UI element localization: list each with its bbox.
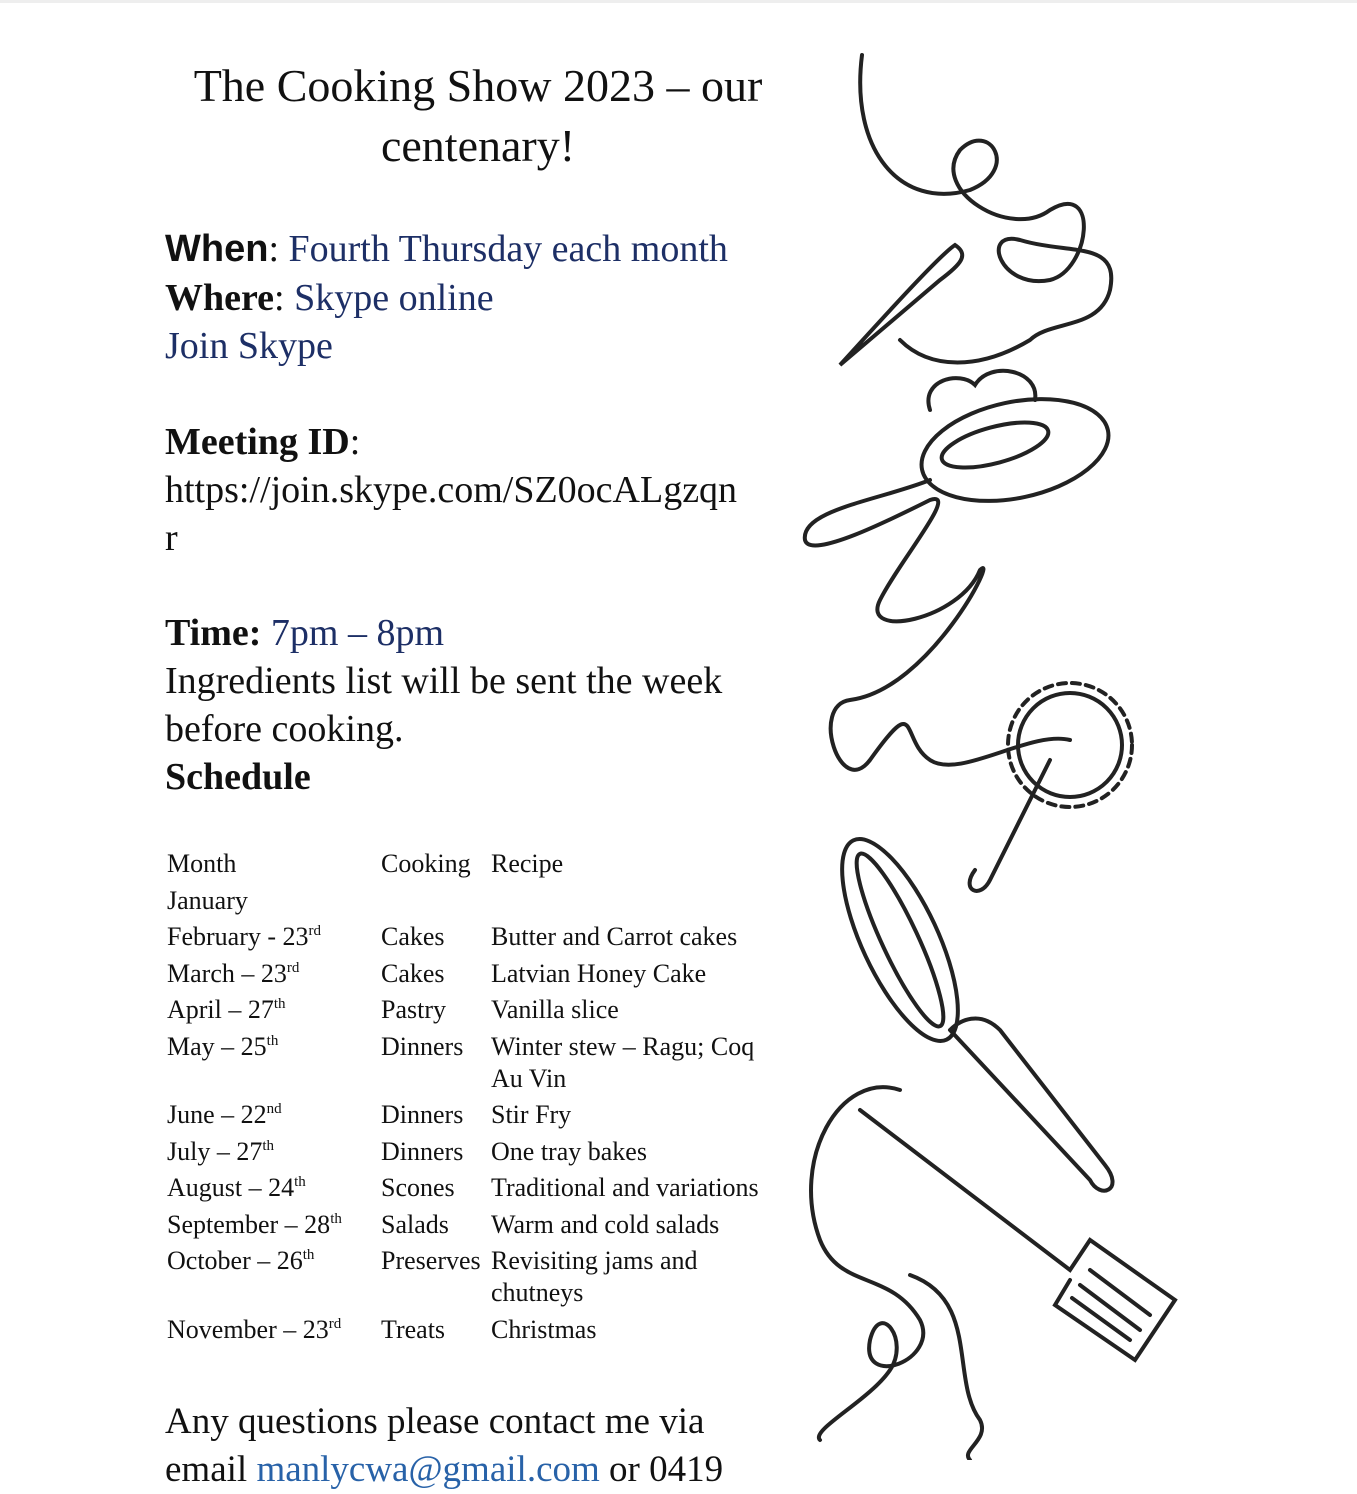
where-line: Where: Skype online bbox=[165, 277, 494, 319]
ordinal-suffix: rd bbox=[286, 959, 300, 976]
month-text: January bbox=[167, 885, 248, 915]
table-row bbox=[164, 1099, 781, 1136]
cell-month bbox=[164, 958, 378, 995]
table-row bbox=[164, 1031, 781, 1100]
title-line-1: The Cooking Show 2023 – our bbox=[193, 60, 763, 111]
contact-prefix: email bbox=[165, 1449, 257, 1490]
month-text: November – 23 bbox=[167, 1314, 329, 1344]
table-header-row bbox=[164, 848, 781, 885]
contact-suffix: or 0419 bbox=[599, 1449, 724, 1490]
doodle-cloud-icon bbox=[928, 371, 1035, 410]
top-border bbox=[0, 0, 1357, 3]
kitchen-utensils-illustration bbox=[780, 40, 1200, 1460]
time-value: 7pm – 8pm bbox=[270, 612, 445, 654]
cell-recipe: Stir Fry bbox=[491, 1100, 572, 1129]
cell-cooking: Treats bbox=[381, 1314, 446, 1344]
doodle-pizza-cutter-icon bbox=[1018, 693, 1122, 797]
schedule-heading bbox=[165, 753, 311, 801]
cell-recipe: Revisiting jams and chutneys bbox=[491, 1246, 698, 1307]
time-label: Time: bbox=[165, 612, 262, 654]
cell-month bbox=[164, 1099, 378, 1136]
table-row bbox=[164, 1136, 781, 1173]
doodle-knife-icon bbox=[840, 245, 962, 365]
cell-recipe: Butter and Carrot cakes bbox=[491, 922, 738, 951]
ordinal-suffix: th bbox=[273, 996, 286, 1012]
month-text: August – 24 bbox=[167, 1173, 295, 1202]
table-row bbox=[164, 1314, 781, 1351]
ordinal-suffix: th bbox=[330, 1210, 342, 1227]
cell-cooking: Scones bbox=[381, 1173, 455, 1202]
cell-month bbox=[164, 1136, 378, 1173]
header-month: Month bbox=[167, 849, 237, 878]
meeting-id-line: Meeting ID: bbox=[165, 421, 361, 463]
ordinal-suffix: rd bbox=[308, 923, 322, 939]
schedule-table bbox=[164, 848, 781, 1350]
table-row bbox=[164, 921, 781, 958]
cell-recipe: Winter stew – Ragu; Coq Au Vin bbox=[491, 1031, 755, 1093]
doodle-whisk-icon bbox=[819, 824, 981, 1056]
cell-cooking: Dinners bbox=[381, 1100, 464, 1129]
table-row bbox=[164, 1245, 781, 1314]
header-cooking: Cooking bbox=[381, 849, 471, 878]
title-line-2: centenary! bbox=[380, 120, 576, 171]
cell-cooking: Salads bbox=[381, 1209, 449, 1239]
cell-recipe: Warm and cold salads bbox=[491, 1209, 720, 1239]
month-text: March – 23 bbox=[167, 958, 287, 988]
where-value: Skype online bbox=[294, 277, 494, 319]
page-title bbox=[160, 56, 796, 176]
cell-recipe: Christmas bbox=[491, 1314, 597, 1344]
cell-cooking bbox=[378, 885, 488, 922]
cell-cooking: Preserves bbox=[381, 1246, 481, 1275]
month-text: June – 22 bbox=[167, 1100, 267, 1129]
cell-month bbox=[164, 1172, 378, 1209]
when-label: When bbox=[165, 228, 269, 270]
table-row bbox=[164, 958, 781, 995]
header-recipe: Recipe bbox=[491, 849, 564, 878]
cell-cooking: Dinners bbox=[381, 1031, 464, 1061]
month-text: October – 26 bbox=[167, 1246, 303, 1275]
cell-month bbox=[164, 1245, 378, 1314]
cell-recipe: One tray bakes bbox=[491, 1136, 647, 1166]
ordinal-suffix: rd bbox=[328, 1315, 342, 1332]
cell-month bbox=[164, 1209, 378, 1246]
cell-recipe: Traditional and variations bbox=[491, 1173, 759, 1202]
email-link[interactable]: manlycwa@gmail.com bbox=[256, 1449, 600, 1490]
meeting-url-2[interactable]: r bbox=[165, 517, 178, 559]
table-row bbox=[164, 885, 781, 922]
contact-line-1: Any questions please contact me via bbox=[165, 1401, 705, 1442]
table-row bbox=[164, 1209, 781, 1246]
cell-month bbox=[164, 1031, 378, 1100]
meeting-url-1[interactable]: https://join.skype.com/SZ0ocALgzqn bbox=[165, 469, 738, 511]
cell-cooking: Dinners bbox=[381, 1136, 464, 1166]
table-row bbox=[164, 994, 781, 1031]
cell-cooking: Cakes bbox=[381, 922, 445, 951]
cell-recipe bbox=[488, 885, 781, 922]
time-line bbox=[165, 609, 444, 657]
table-row bbox=[164, 1172, 781, 1209]
ingredients-line-2: before cooking. bbox=[165, 708, 404, 750]
cell-cooking: Cakes bbox=[381, 958, 445, 988]
month-text: September – 28 bbox=[167, 1209, 331, 1239]
cell-month bbox=[164, 921, 378, 958]
contact-line-2 bbox=[165, 1446, 723, 1494]
schedule-heading-text: Schedule bbox=[165, 756, 311, 798]
month-text: May – 25 bbox=[167, 1031, 267, 1061]
ordinal-suffix: th bbox=[262, 1137, 275, 1154]
month-text: April – 27 bbox=[167, 995, 274, 1024]
cell-month bbox=[164, 885, 378, 922]
ordinal-suffix: th bbox=[266, 1032, 279, 1049]
when-value: Fourth Thursday each month bbox=[288, 228, 728, 270]
where-label: Where bbox=[165, 277, 275, 319]
cell-recipe: Vanilla slice bbox=[491, 995, 619, 1024]
cell-month bbox=[164, 994, 378, 1031]
ingredients-line-1: Ingredients list will be sent the week bbox=[165, 660, 723, 702]
ordinal-suffix: nd bbox=[266, 1101, 282, 1117]
cell-cooking: Pastry bbox=[381, 995, 446, 1024]
month-text: February - 23 bbox=[167, 922, 309, 951]
when-line: When: Fourth Thursday each month bbox=[165, 228, 728, 270]
cell-month bbox=[164, 1314, 378, 1351]
month-text: July – 27 bbox=[167, 1136, 263, 1166]
cell-recipe: Latvian Honey Cake bbox=[491, 958, 707, 988]
join-skype-link[interactable]: Join Skype bbox=[165, 325, 333, 367]
ordinal-suffix: th bbox=[294, 1174, 306, 1190]
meeting-id-label: Meeting ID bbox=[165, 421, 350, 463]
ordinal-suffix: th bbox=[302, 1247, 315, 1263]
